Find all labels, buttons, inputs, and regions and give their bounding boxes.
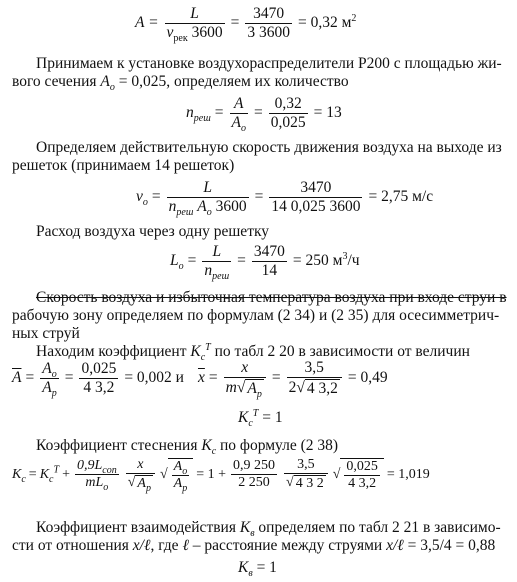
fraction: $\frac{L}{n_{реш} A_o 3600}$: [168, 179, 247, 218]
fraction: $\frac{3470}{3 3600}$: [247, 5, 290, 41]
fraction: $\frac{0,025}{4 3,2}$: [346, 459, 378, 491]
equation-kct: $K_c^T = 1$: [238, 407, 283, 430]
fraction: $\frac{A}{A_o}$: [231, 95, 246, 134]
paragraph-line-struck: Скорость воздуха и избыточная температура воздуха при входе струи в: [36, 289, 507, 306]
equation-abar-xbar: $\overline{A}$ = $\frac{A_o}{A_p}$ = $\frac{0,025}{4 3,2}$ = 0,002 и $\overline{x}$ = x m √ $A_p$ = 3,5 2 √ 4 3,2 = 0,49: [12, 359, 388, 400]
equation-area: A = $\frac{L}{v_{рек} 3600}$ = $\frac{3470}{3 3600}$ = 0,32 $м^2$: [135, 5, 357, 44]
paragraph-line: Коэффициент взаимодействия $K_в$ определяем по табл 2 21 в зависимо-: [36, 519, 501, 540]
paragraph-line: решеток (принимаем 14 решеток): [12, 157, 235, 174]
fraction: $\frac{L}{v_{рек} 3600}$: [166, 5, 223, 44]
fraction: $\frac{3470}{14 0,025 3600}$: [271, 179, 361, 215]
paragraph-line: Принимаем к установке воздухораспределители Р200 с площадью жи-: [36, 55, 502, 72]
fraction: $\frac{3470}{14}$: [253, 243, 285, 279]
paragraph-line: Определяем действительную скорость движения воздуха на выходе из: [36, 139, 502, 156]
fraction: $\frac{L}{n_{реш}}$: [204, 243, 230, 282]
fraction: 3,5 √ 4 3 2: [284, 458, 328, 491]
fraction: $\frac{0,9 250}{2 250}$: [233, 458, 276, 490]
fraction: x m √ $A_p$: [224, 360, 266, 396]
fraction: 3,5 2 √ 4 3,2: [287, 360, 342, 396]
fraction: $\frac{0,025}{4 3,2}$: [81, 360, 117, 396]
paragraph-line: Расход воздуха через одну решетку: [36, 223, 270, 240]
paragraph-line: ных струй: [12, 325, 80, 342]
equation-flow-per-grille: $L_o$ = $\frac{L}{n_{реш}}$ = $\frac{3470}{14}$ = 250 $м^3/ч$: [170, 243, 360, 282]
paragraph-line: Находим коэффициент $K_c^T$ по табл 2 20 в зависимости от величин: [36, 341, 470, 364]
equation-kc: $K_c$ = $K_c^T$ + $\frac{0,9L_{con}}{mL_o}$ x √ $A_p$ √ $\frac{A_o}{A_p}$ = 1 + $\frac{0,9 250}{2 250}$ 3,5 √ 4 3 2 √ $\frac{0,025}{4 3,2}$ = 1,019: [12, 457, 430, 494]
paragraph-line: Коэффициент стеснения $K_c$ по формуле (2 38): [36, 437, 339, 458]
fraction: $\frac{A_o}{A_p}$: [173, 459, 188, 494]
paragraph-line: рабочую зону определяем по формулам (2 34) и (2 35) для осесимметрич-: [12, 307, 500, 324]
paragraph-line: сти от отношения x/ℓ, где ℓ – расстояние между струями x/ℓ = 3,5/4 = 0,88: [12, 537, 496, 554]
paragraph-line: вого сечения $A_o = 0,025$, определяем их количество: [12, 73, 349, 94]
fraction: $\frac{0,9L_{con}}{mL_o}$: [76, 458, 117, 493]
equation-kv: $K_в = 1$: [238, 559, 277, 580]
equation-velocity: $v_o$ = $\frac{L}{n_{реш} A_o 3600}$ = $\frac{3470}{14 0,025 3600}$ = 2,75 м/с: [136, 179, 434, 218]
fraction: x √ $A_p$: [126, 458, 155, 491]
fraction: $\frac{A_o}{A_p}$: [42, 360, 57, 399]
equation-n-resh: $n_{реш}$ = $\frac{A}{A_o}$ = $\frac{0,32}{0,025}$ = 13: [186, 95, 342, 134]
fraction: $\frac{0,32}{0,025}$: [270, 95, 306, 131]
